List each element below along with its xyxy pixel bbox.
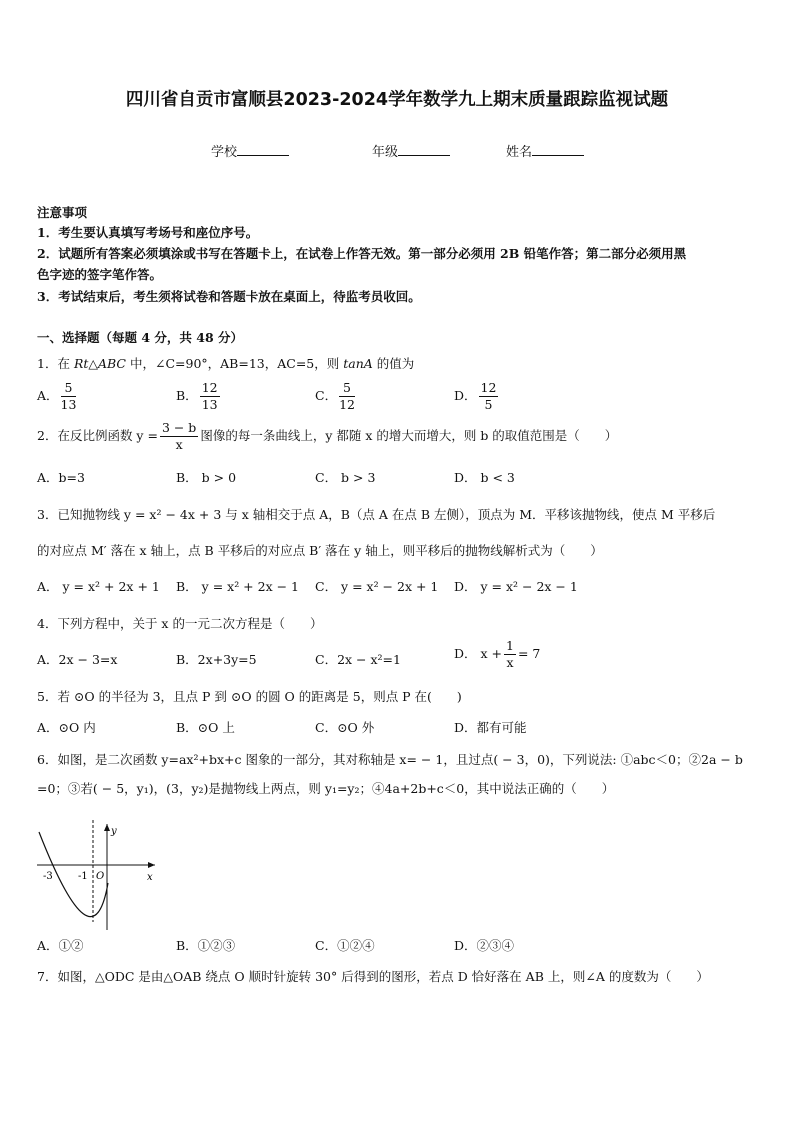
school-label: 学校 <box>211 145 238 160</box>
q2-fraction: $\frac{3 - b}{x}$ <box>161 420 197 452</box>
q5-option-c[interactable]: C．⊙O 外 <box>315 720 375 735</box>
q6-option-b[interactable]: B．①②③ <box>176 938 236 953</box>
note-2b: 色字迹的签字笔作答。 <box>37 267 163 282</box>
name-blank[interactable] <box>532 143 584 156</box>
q1-option-c[interactable]: C． $\frac{5}{12}$ <box>315 380 355 412</box>
q4-option-b[interactable]: B．2x+3y=5 <box>176 652 257 667</box>
q3-option-a[interactable]: A． y = x² + 2x + 1 <box>37 579 160 594</box>
question-3-line-2: 的对应点 M′ 落在 x 轴上，点 B 平移后的对应点 B′ 落在 y 轴上，则平移后的抛物线解析式为（ ） <box>37 543 603 558</box>
school-field[interactable] <box>211 141 289 160</box>
grade-label: 年级 <box>372 145 399 160</box>
q5-option-a[interactable]: A．⊙O 内 <box>37 720 96 735</box>
q6-option-a[interactable]: A．①② <box>37 938 84 953</box>
question-2-stem <box>37 420 617 453</box>
q2-option-b[interactable]: B． b > 0 <box>176 470 237 485</box>
x-axis-arrow <box>148 862 155 868</box>
q3-option-b[interactable]: B． y = x² + 2x − 1 <box>176 579 299 594</box>
question-6-line-2: =0；③若( − 5，y₁)，(3，y₂)是抛物线上两点，则 y₁=y₂；④4a+2b+c＜0，其中说法正确的（ ） <box>37 781 615 796</box>
q1-function: tanA <box>343 356 373 371</box>
page-title: 四川省自贡市富顺县2023-2024学年数学九上期末质量跟踪监视试题 <box>125 90 669 110</box>
question-4-stem: 4．下列方程中，关于 x 的一元二次方程是（ ） <box>37 616 323 631</box>
grade-blank[interactable] <box>398 143 450 156</box>
q2-post: 图像的每一条曲线上，y 都随 x 的增大而增大，则 b 的取值范围是（ ） <box>200 428 618 443</box>
question-6-line-1: 6．如图，是二次函数 y=ax²+bx+c 图象的一部分，其对称轴是 x= − 1，且过点( − 3，0)，下列说法: ①abc＜0；②2a − b <box>37 752 743 767</box>
name-field[interactable] <box>506 141 584 160</box>
question-5-stem: 5．若 ⊙O 的半径为 3，且点 P 到 ⊙O 的圆 O 的距离是 5，则点 P 在( ) <box>37 689 462 704</box>
grade-field[interactable] <box>372 141 450 160</box>
note-2a: 2．试题所有答案必须填涂或书写在答题卡上，在试卷上作答无效。第一部分必须用 2B 铅笔作答；第二部分必须用黑 <box>37 246 687 261</box>
tick-minus-1: -1 <box>78 871 88 882</box>
x-label: x <box>147 872 153 883</box>
school-blank[interactable] <box>237 143 289 156</box>
q2-option-a[interactable]: A．b=3 <box>37 470 85 485</box>
q1-option-d[interactable]: D． $\frac{12}{5}$ <box>454 380 497 412</box>
name-label: 姓名 <box>506 145 533 160</box>
y-label: y <box>111 826 117 837</box>
q6-option-d[interactable]: D．②③④ <box>454 938 515 953</box>
q1-triangle: Rt△ABC <box>73 356 126 371</box>
q5-option-b[interactable]: B．⊙O 上 <box>176 720 235 735</box>
question-3-line-1: 3．已知抛物线 y = x² − 4x + 3 与 x 轴相交于点 A，B（点 A 在点 B 左侧），顶点为 M．平移该抛物线，使点 M 平移后 <box>37 507 716 522</box>
q1-pre: 1．在 <box>37 356 74 371</box>
y-axis-arrow <box>104 824 110 831</box>
q4-option-d[interactable]: D． x + $\frac{1}{x}$ = 7 <box>454 638 541 670</box>
q4-option-c[interactable]: C．2x − x²=1 <box>315 652 401 667</box>
parabola-graph <box>37 820 167 930</box>
q1-post: 的值为 <box>372 356 415 371</box>
question-7-stem: 7．如图，△ODC 是由△OAB 绕点 O 顺时针旋转 30° 后得到的图形，若点 D 恰好落在 AB 上，则∠A 的度数为（ ） <box>37 969 709 984</box>
q3-option-c[interactable]: C． y = x² − 2x + 1 <box>315 579 439 594</box>
q5-option-d[interactable]: D．都有可能 <box>454 720 527 735</box>
tick-minus-3: -3 <box>43 871 53 882</box>
note-3: 3．考试结束后，考生须将试卷和答题卡放在桌面上，待监考员收回。 <box>37 289 421 304</box>
q1-option-b[interactable]: B． $\frac{12}{13}$ <box>176 380 218 412</box>
q2-option-c[interactable]: C． b > 3 <box>315 470 376 485</box>
q4-option-a[interactable]: A．2x − 3=x <box>37 652 118 667</box>
origin-label: O <box>96 871 105 882</box>
q2-pre: 2．在反比例函数 y = <box>37 428 158 443</box>
q1-option-a[interactable]: A． $\frac{5}{13}$ <box>37 380 77 412</box>
q3-option-d[interactable]: D． y = x² − 2x − 1 <box>454 579 578 594</box>
question-1-stem <box>37 354 414 372</box>
q2-option-d[interactable]: D． b < 3 <box>454 470 515 485</box>
section-1-heading: 一、选择题（每题 4 分，共 48 分） <box>37 330 244 345</box>
notes-heading: 注意事项 <box>37 205 88 220</box>
note-1: 1．考生要认真填写考场号和座位序号。 <box>37 225 259 240</box>
q6-option-c[interactable]: C．①②④ <box>315 938 375 953</box>
q1-mid: 中，∠C=90°，AB=13，AC=5，则 <box>126 356 344 371</box>
